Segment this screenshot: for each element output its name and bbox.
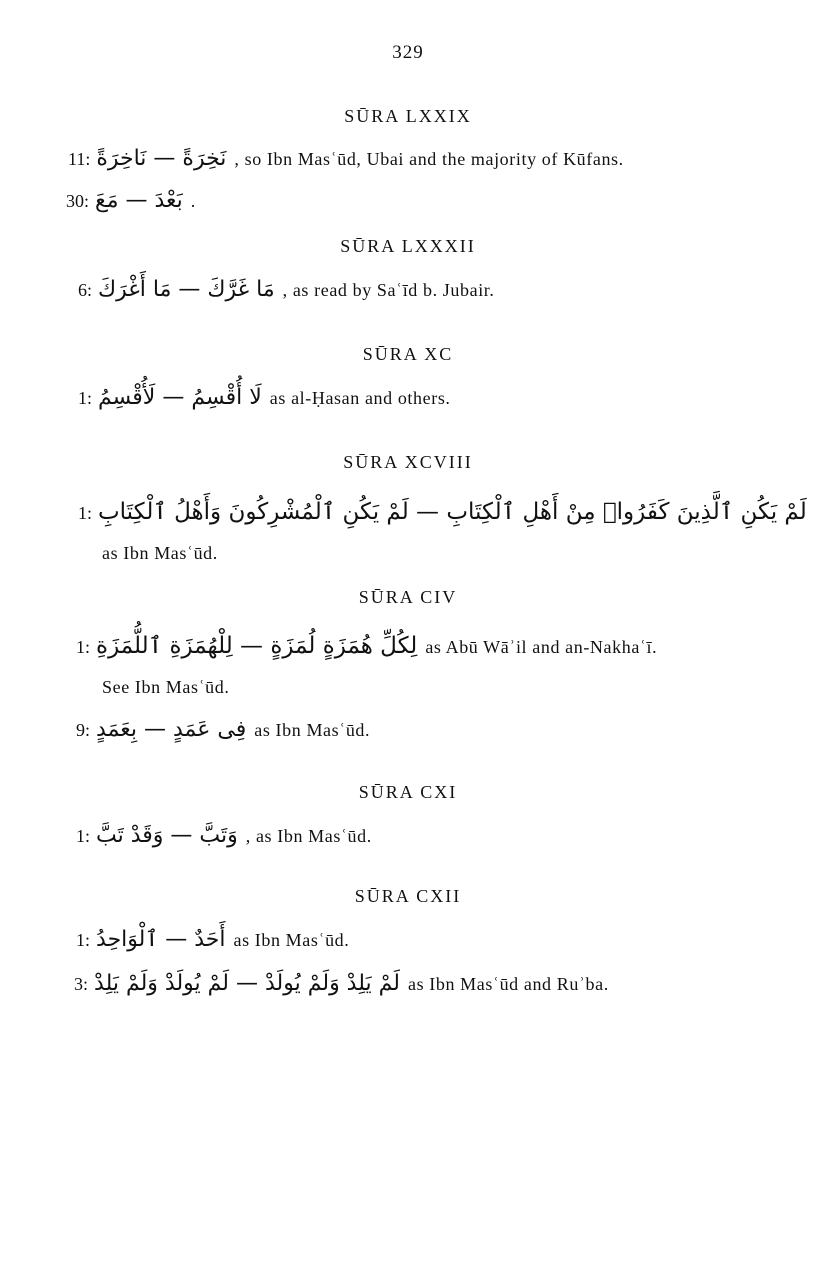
sura-heading: SŪRA CXII bbox=[354, 886, 462, 906]
arabic-variant: نَخِرَةً — نَاخِرَةً bbox=[96, 146, 227, 171]
verse-number: 6: bbox=[78, 280, 93, 300]
variant-entry bbox=[78, 500, 815, 525]
arabic-variant: أَحَدٌ — ٱلْوَاحِدُ bbox=[96, 927, 226, 952]
verse-number: 1: bbox=[76, 637, 91, 657]
verse-number: 1: bbox=[78, 503, 93, 523]
variant-note: as al-Ḥasan and others. bbox=[269, 388, 451, 408]
page-number: 329 bbox=[392, 42, 424, 63]
sura-heading: SŪRA XC bbox=[362, 344, 454, 364]
variant-entry bbox=[74, 972, 609, 996]
arabic-variant: لَا أُقْسِمُ — لَأُقْسِمُ bbox=[98, 385, 262, 410]
variant-note: , so Ibn Masʿūd, Ubai and the majority of Kūfans. bbox=[234, 149, 624, 169]
variant-note: . bbox=[190, 191, 196, 211]
variant-entry bbox=[76, 824, 372, 848]
arabic-variant: لَمْ يَلِدْ وَلَمْ يُولَدْ — لَمْ يُولَدْ وَلَمْ يَلِدْ bbox=[94, 971, 400, 996]
verse-number: 1: bbox=[78, 388, 93, 408]
arabic-variant: فِى عَمَدٍ — بِعَمَدٍ bbox=[96, 717, 247, 742]
variant-entry bbox=[76, 634, 657, 659]
variant-note: , as read by Saʿīd b. Jubair. bbox=[282, 280, 495, 300]
variant-entry bbox=[78, 278, 495, 302]
sura-heading: SŪRA CXI bbox=[358, 782, 458, 802]
verse-number: 30: bbox=[66, 191, 90, 211]
variant-entry bbox=[78, 386, 451, 410]
variant-entry bbox=[76, 718, 370, 742]
arabic-variant: لَمْ يَكُنِ ٱلَّذِينَ كَفَرُوا۟ مِنْ أَهْلِ ٱلْكِتَابِ — لَمْ يَكُنِ ٱلْمُشْرِكُونَ وَأَهْلُ ٱلْكِتَابِ bbox=[98, 499, 807, 525]
variant-note: as Ibn Masʿūd and Ruʾba. bbox=[407, 974, 609, 994]
sura-heading: SŪRA LXXXII bbox=[340, 236, 476, 256]
verse-number: 11: bbox=[68, 149, 91, 169]
variant-note: as Ibn Masʿūd. bbox=[254, 720, 371, 740]
sura-heading: SŪRA CIV bbox=[358, 587, 458, 607]
variant-note: as Abū Wāʾil and an-Nakhaʿī. bbox=[425, 637, 658, 657]
arabic-variant: لِكُلِّ هُمَزَةٍ لُمَزَةٍ — لِلْهُمَزَةِ ٱللُّمَزَةِ bbox=[96, 633, 418, 659]
verse-number: 3: bbox=[74, 974, 89, 994]
verse-number: 9: bbox=[76, 720, 91, 740]
variant-entry bbox=[68, 147, 624, 171]
sura-heading: SŪRA XCVIII bbox=[343, 452, 473, 472]
arabic-variant: بَعْدَ — مَعَ bbox=[95, 188, 183, 213]
arabic-variant: وَتَبَّ — وَقَدْ تَبَّ bbox=[96, 823, 238, 848]
arabic-variant: مَا غَرَّكَ — مَا أَغْرَكَ bbox=[98, 277, 275, 302]
variant-entry bbox=[76, 928, 349, 952]
verse-number: 1: bbox=[76, 826, 91, 846]
variant-note: as Ibn Masʿūd. bbox=[233, 930, 350, 950]
variant-note-continuation: See Ibn Masʿūd. bbox=[102, 677, 230, 697]
variant-note-continuation: as Ibn Masʿūd. bbox=[102, 543, 218, 563]
verse-number: 1: bbox=[76, 930, 91, 950]
sura-heading: SŪRA LXXIX bbox=[344, 106, 472, 126]
variant-note: , as Ibn Masʿūd. bbox=[245, 826, 372, 846]
variant-entry bbox=[66, 189, 196, 213]
